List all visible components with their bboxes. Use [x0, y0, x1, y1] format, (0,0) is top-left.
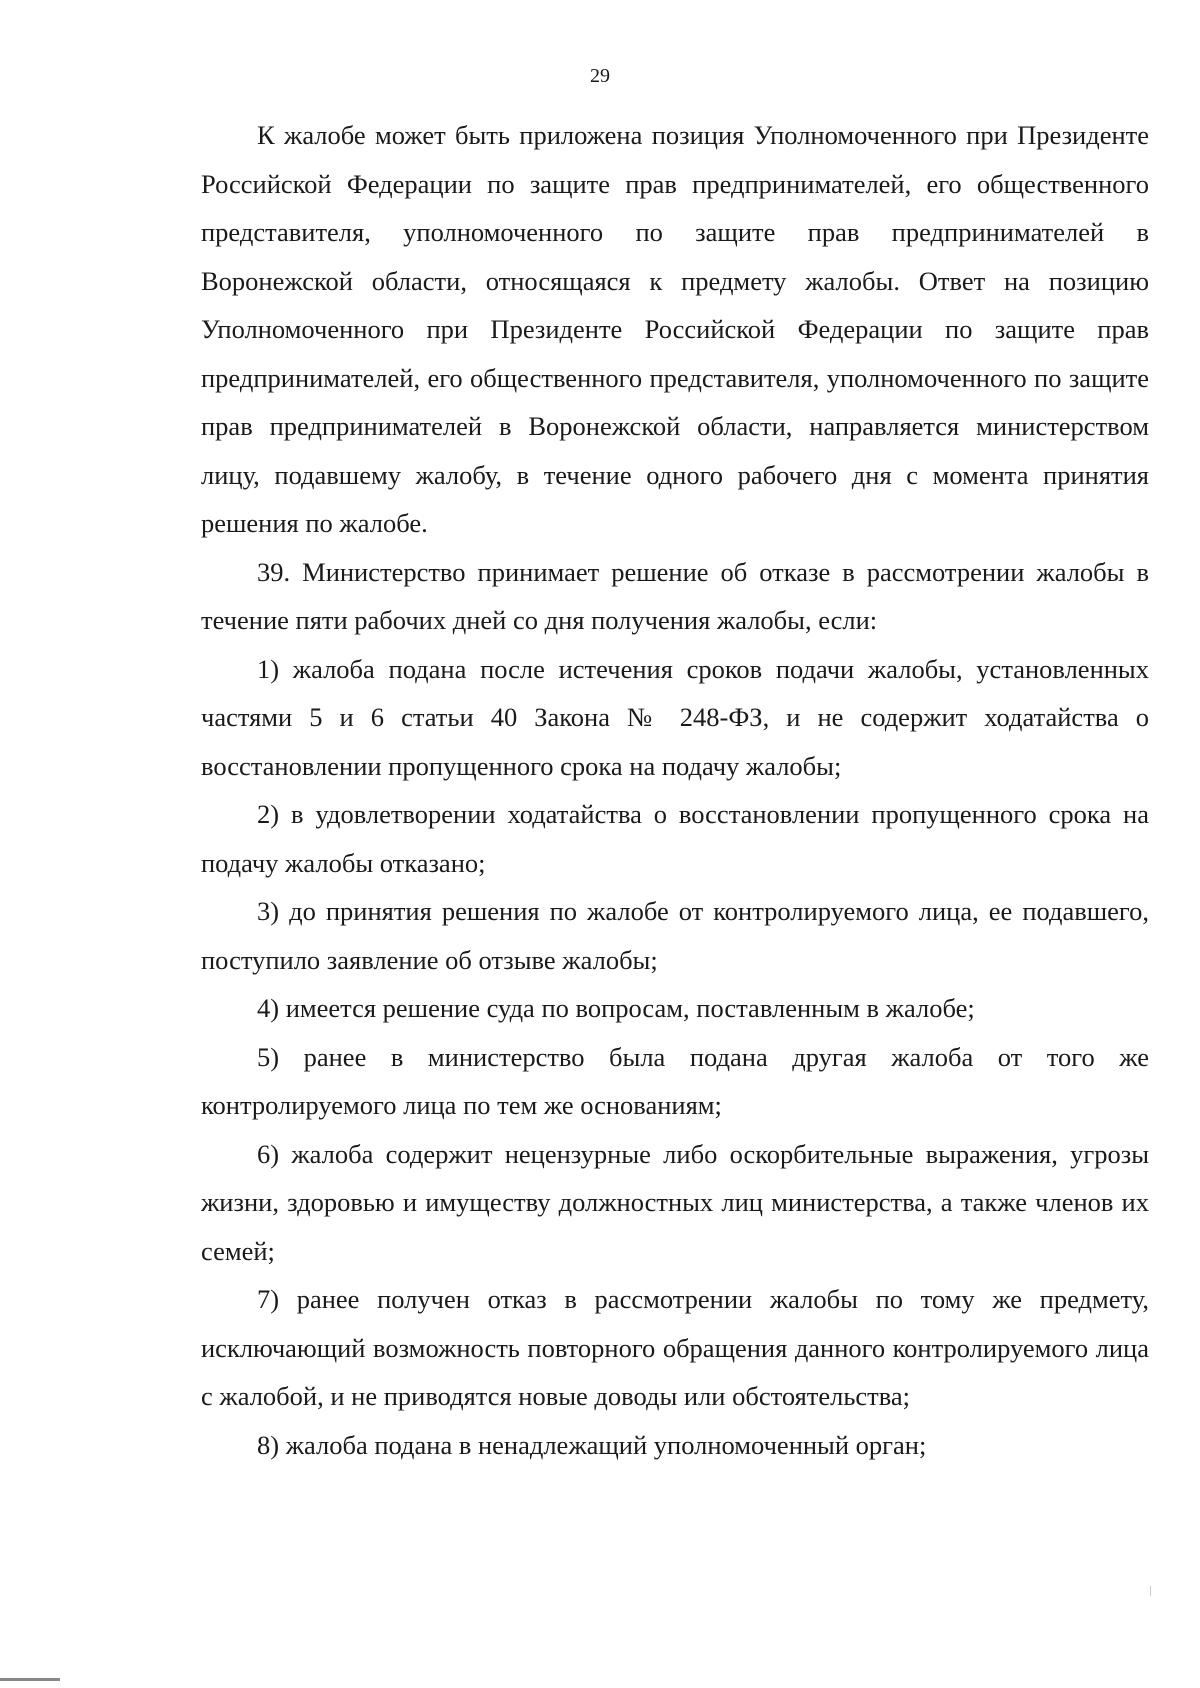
- list-item-6: 6) жалоба содержит нецензурные либо оскорбительные выражения, угрозы жизни, здоровью и имуществу должностных лиц министерства, а также членов их семей;: [201, 1138, 1149, 1266]
- page-number: 29: [590, 65, 610, 87]
- list-item-4: 4) имеется решение суда по вопросам, поставленным в жалобе;: [257, 993, 975, 1023]
- paragraph-39-refusal: 39. Министерство принимает решение об отказе в рассмотрении жалобы в течение пяти рабочих дней со дня получения жалобы, если:: [201, 556, 1149, 635]
- list-item-3: 3) до принятия решения по жалобе от контролируемого лица, ее подавшего, поступило заявление об отзыве жалобы;: [201, 896, 1149, 975]
- list-item-1: 1) жалоба подана после истечения сроков подачи жалобы, установленных частями 5 и 6 статьи 40 Закона № 248-ФЗ, и не содержит ходатайства о восстановлении пропущенного срока на подачу жалобы;: [201, 653, 1149, 781]
- document-body: [201, 111, 1149, 1469]
- list-item-2: 2) в удовлетворении ходатайства о восстановлении пропущенного срока на подачу жалобы отказано;: [201, 799, 1149, 878]
- list-item-7: 7) ранее получен отказ в рассмотрении жалобы по тому же предмету, исключающий возможность повторного обращения данного контролируемого лица с жалобой, и не приводятся новые доводы или обстоятельства;: [201, 1284, 1149, 1411]
- scan-edge-mark: [0, 1678, 60, 1681]
- paragraph-complaint-position: К жалобе может быть приложена позиция Уполномоченного при Президенте Российской Федерации по защите прав предпринимателей, его общественного представителя, уполномоченного по защите прав предпринимателей в Воронежской области, относящаяся к предмету жалобы. Ответ на позицию Уполномоченного при Президенте Российской Федерации по защите прав предпринимателей, его общественного представителя, уполномоченного по защите прав предпринимателей в Воронежской области, направляется министерством лицу, подавшему жалобу, в течение одного рабочего дня с момента принятия решения по жалобе.: [201, 120, 1149, 538]
- list-item-8: 8) жалоба подана в ненадлежащий уполномоченный орган;: [257, 1429, 927, 1460]
- list-item-5: 5) ранее в министерство была подана другая жалоба от того же контролируемого лица по тем же основаниям;: [201, 1041, 1149, 1120]
- scan-speck: [1150, 1586, 1151, 1596]
